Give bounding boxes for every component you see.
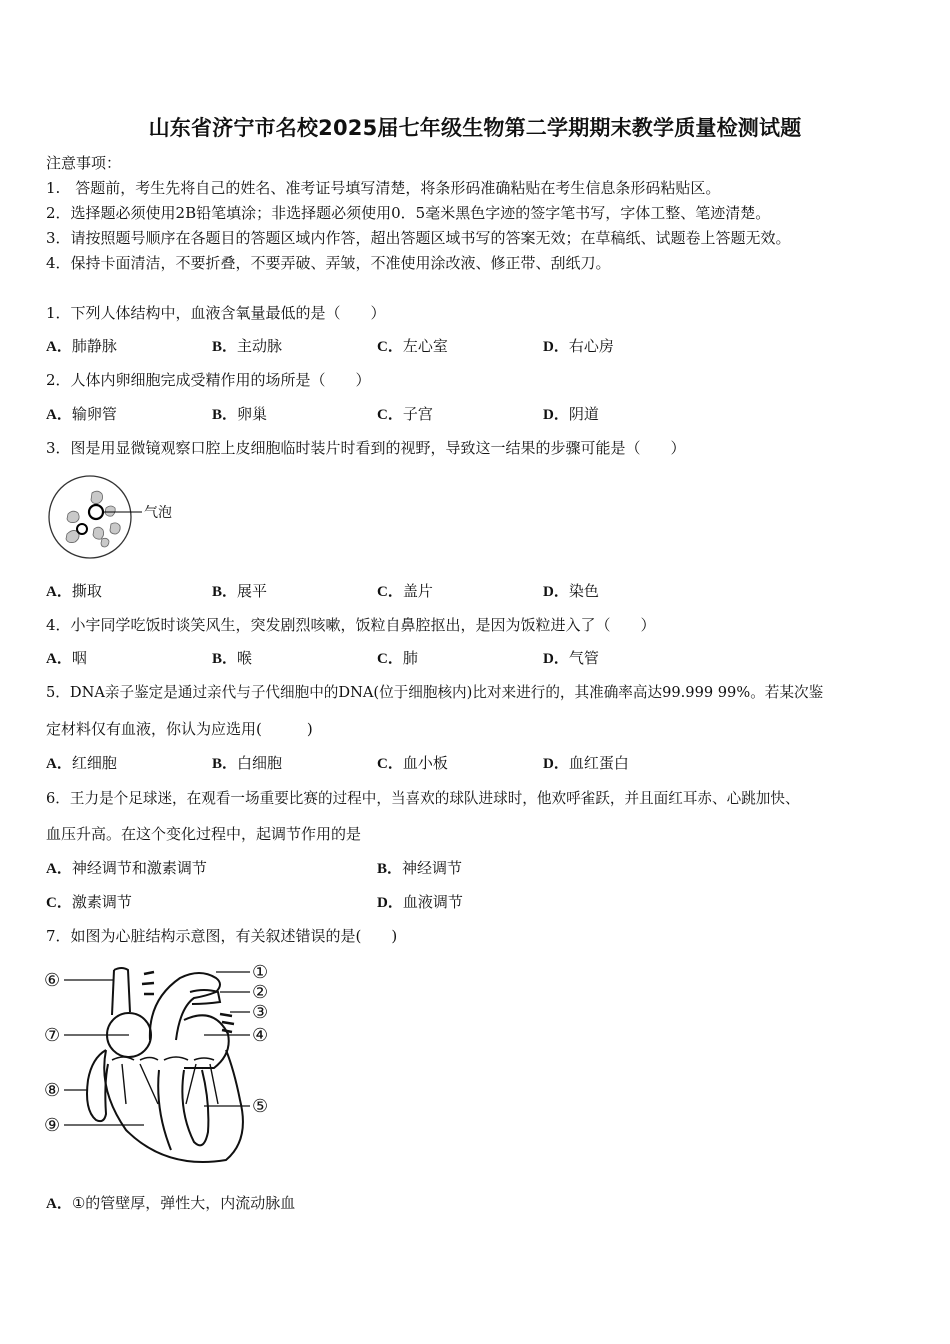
option-label: A． (46, 1196, 72, 1212)
option-label: C． (377, 651, 403, 667)
heart-diagram-figure (44, 960, 274, 1170)
option-text: ①的管壁厚，弹性大，内流动脉血 (71, 1194, 296, 1212)
option-a (46, 752, 117, 773)
heart-structure-icon (44, 960, 274, 1170)
option-text: 左心室 (402, 337, 448, 355)
option-text: 咽 (71, 649, 87, 667)
option-text: 主动脉 (237, 337, 283, 355)
option-a (46, 1192, 295, 1213)
option-text: 白细胞 (237, 754, 283, 772)
option-label: B． (377, 861, 403, 877)
option-d (543, 752, 629, 773)
option-label: D． (377, 895, 403, 911)
option-d (543, 403, 599, 424)
option-a (46, 647, 87, 668)
option-text: 撕取 (71, 582, 102, 600)
option-text: 染色 (568, 582, 599, 600)
option-a (46, 580, 102, 601)
option-text: 盖片 (402, 582, 433, 600)
option-c (377, 403, 433, 424)
bubble-label: 气泡 (144, 505, 172, 521)
option-text: 卵巢 (237, 405, 268, 423)
option-d (543, 647, 599, 668)
option-label: D． (543, 756, 569, 772)
question-stem: 3．图是用显微镜观察口腔上皮细胞临时装片时看到的视野，导致这一结果的步骤可能是（ ） (46, 439, 686, 457)
option-c (377, 335, 448, 356)
option-a (46, 857, 207, 878)
option-text: 输卵管 (71, 405, 117, 423)
option-text: 肺 (402, 649, 418, 667)
label-8: ⑧ (44, 1080, 61, 1101)
option-text: 神经调节和激素调节 (71, 859, 207, 877)
option-text: 肺静脉 (71, 337, 117, 355)
question-stem: 1．下列人体结构中，血液含氧量最低的是（ ） (46, 304, 386, 322)
label-3: ③ (252, 1002, 269, 1023)
option-d (377, 891, 463, 912)
microscope-field-figure (46, 474, 186, 564)
option-text: 红细胞 (71, 754, 117, 772)
option-label: A． (46, 339, 72, 355)
option-text: 神经调节 (402, 859, 463, 877)
option-b (212, 647, 252, 668)
option-label: C． (377, 756, 403, 772)
label-7: ⑦ (44, 1025, 61, 1046)
option-label: D． (543, 584, 569, 600)
question-stem: 5．DNA亲子鉴定是通过亲代与子代细胞中的DNA(位于细胞核内)比对来进行的，其准确率高达99.999 99%。若某次鉴 (46, 684, 824, 701)
option-label: C． (377, 584, 403, 600)
option-text: 展平 (237, 582, 268, 600)
option-text: 阴道 (568, 405, 599, 423)
question-stem: 6．王力是个足球迷，在观看一场重要比赛的过程中，当喜欢的球队进球时，他欢呼雀跃，并且面红耳赤、心跳加快、 (46, 790, 800, 807)
question-stem-continued: 定材料仅有血液，你认为应选用( ) (46, 720, 313, 738)
option-c (377, 752, 448, 773)
option-label: A． (46, 584, 72, 600)
label-5: ⑤ (252, 1096, 269, 1117)
page-title: 山东省济宁市名校2025届七年级生物第二学期期末教学质量检测试题 (148, 116, 802, 140)
microscope-view-icon (46, 474, 186, 564)
notice-heading: 注意事项： (46, 154, 122, 172)
notice-item: 4．保持卡面清洁，不要折叠，不要弄破、弄皱，不准使用涂改液、修正带、刮纸刀。 (46, 254, 611, 272)
option-c (377, 580, 433, 601)
option-label: A． (46, 407, 72, 423)
question-stem: 4．小宇同学吃饭时谈笑风生，突发剧烈咳嗽，饭粒自鼻腔抠出，是因为饭粒进入了（ ） (46, 616, 656, 634)
option-text: 血液调节 (402, 893, 463, 911)
option-b (212, 580, 267, 601)
question-stem: 2．人体内卵细胞完成受精作用的场所是（ ） (46, 371, 371, 389)
option-d (543, 580, 599, 601)
option-b (377, 857, 462, 878)
label-1: ① (252, 962, 269, 983)
option-text: 喉 (237, 649, 253, 667)
option-label: C． (377, 339, 403, 355)
option-text: 右心房 (568, 337, 614, 355)
notice-item: 3．请按照题号顺序在各题目的答题区域内作答，超出答题区域书写的答案无效；在草稿纸、试题卷上答题无效。 (46, 229, 791, 247)
question-stem-continued: 血压升高。在这个变化过程中，起调节作用的是 (46, 825, 362, 843)
question-stem: 7．如图为心脏结构示意图，有关叙述错误的是( ) (46, 927, 398, 945)
option-label: C． (46, 895, 72, 911)
label-9: ⑨ (44, 1115, 61, 1136)
option-c (46, 891, 132, 912)
option-label: D． (543, 339, 569, 355)
notice-item: 1. 答题前，考生先将自己的姓名、准考证号填写清楚，将条形码准确粘贴在考生信息条形码粘贴区。 (46, 179, 721, 197)
option-label: C． (377, 407, 403, 423)
option-label: B． (212, 584, 238, 600)
label-2: ② (252, 982, 269, 1003)
option-label: D． (543, 407, 569, 423)
option-text: 血红蛋白 (568, 754, 629, 772)
option-label: D． (543, 651, 569, 667)
option-a (46, 403, 117, 424)
option-label: B． (212, 339, 238, 355)
option-text: 气管 (568, 649, 599, 667)
option-b (212, 752, 282, 773)
label-4: ④ (252, 1025, 269, 1046)
option-text: 激素调节 (71, 893, 132, 911)
label-6: ⑥ (44, 970, 61, 991)
notice-item: 2．选择题必须使用2B铅笔填涂；非选择题必须使用0．5毫米黑色字迹的签字笔书写，字体工整、笔迹清楚。 (46, 204, 771, 222)
option-label: A． (46, 651, 72, 667)
option-label: B． (212, 651, 238, 667)
option-b (212, 403, 267, 424)
option-label: B． (212, 407, 238, 423)
option-b (212, 335, 282, 356)
option-label: B． (212, 756, 238, 772)
option-text: 血小板 (402, 754, 448, 772)
option-d (543, 335, 614, 356)
option-label: A． (46, 756, 72, 772)
option-text: 子宫 (402, 405, 433, 423)
option-a (46, 335, 117, 356)
option-c (377, 647, 418, 668)
option-label: A． (46, 861, 72, 877)
